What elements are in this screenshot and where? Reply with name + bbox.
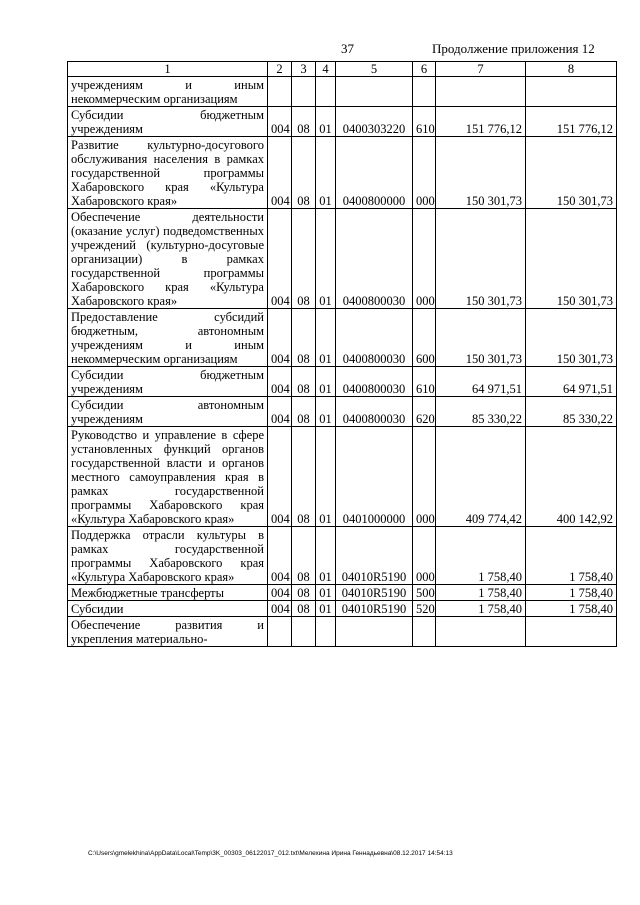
table-row bbox=[68, 397, 617, 427]
cell-amount-7: 1 758,40 bbox=[436, 585, 526, 601]
cell-amount-7: 151 776,12 bbox=[436, 107, 526, 137]
cell-amount-7 bbox=[436, 77, 526, 107]
cell-code-5: 0400800030 bbox=[336, 397, 413, 427]
continuation-label: Продолжение приложения 12 bbox=[432, 41, 595, 56]
cell-amount-8: 1 758,40 bbox=[526, 585, 617, 601]
table-row bbox=[68, 527, 617, 585]
cell-code-4: 01 bbox=[316, 107, 336, 137]
cell-code-6: 520 bbox=[413, 601, 436, 617]
cell-code-6: 000 bbox=[413, 137, 436, 209]
cell-amount-7: 85 330,22 bbox=[436, 397, 526, 427]
cell-code-5: 0400303220 bbox=[336, 107, 413, 137]
cell-code-3: 08 bbox=[292, 137, 316, 209]
cell-code-4: 01 bbox=[316, 397, 336, 427]
table-row bbox=[68, 309, 617, 367]
cell-code-3: 08 bbox=[292, 107, 316, 137]
cell-code-6: 620 bbox=[413, 397, 436, 427]
cell-code-5: 0401000000 bbox=[336, 427, 413, 527]
row-name: Субсидии bbox=[68, 601, 268, 617]
cell-code-3: 08 bbox=[292, 397, 316, 427]
cell-amount-8: 1 758,40 bbox=[526, 527, 617, 585]
cell-code-2: 004 bbox=[268, 427, 292, 527]
cell-code-2: 004 bbox=[268, 527, 292, 585]
cell-code-6: 610 bbox=[413, 367, 436, 397]
cell-code-6 bbox=[413, 617, 436, 647]
cell-code-5: 04010R5190 bbox=[336, 601, 413, 617]
column-header: 4 bbox=[316, 62, 336, 77]
budget-table bbox=[67, 61, 617, 647]
cell-code-2 bbox=[268, 77, 292, 107]
cell-amount-8: 151 776,12 bbox=[526, 107, 617, 137]
column-header: 3 bbox=[292, 62, 316, 77]
table-row bbox=[68, 107, 617, 137]
column-header: 5 bbox=[336, 62, 413, 77]
row-name: Обеспечение деятельности (оказание услуг) подведомственных учреждений (культурно-досуговые организации) в рамках государственной программы Хабаровского края «Культура Хабаровского края» bbox=[68, 209, 268, 309]
cell-code-2: 004 bbox=[268, 209, 292, 309]
cell-code-3: 08 bbox=[292, 527, 316, 585]
cell-code-6: 500 bbox=[413, 585, 436, 601]
cell-code-6: 600 bbox=[413, 309, 436, 367]
cell-code-6: 610 bbox=[413, 107, 436, 137]
cell-code-3: 08 bbox=[292, 427, 316, 527]
cell-code-2: 004 bbox=[268, 309, 292, 367]
cell-amount-7 bbox=[436, 617, 526, 647]
row-name: Субсидии автономным учреждениям bbox=[68, 397, 268, 427]
column-header: 8 bbox=[526, 62, 617, 77]
column-header: 2 bbox=[268, 62, 292, 77]
cell-code-3: 08 bbox=[292, 585, 316, 601]
table-row bbox=[68, 367, 617, 397]
cell-code-2 bbox=[268, 617, 292, 647]
row-name: Межбюджетные трансферты bbox=[68, 585, 268, 601]
cell-code-5: 04010R5190 bbox=[336, 585, 413, 601]
cell-amount-8: 150 301,73 bbox=[526, 309, 617, 367]
table-row bbox=[68, 617, 617, 647]
cell-code-4: 01 bbox=[316, 427, 336, 527]
file-path-footer: C:\Users\gmelekhina\AppData\Local\Temp\3K_00303_06122017_012.txt\Мелехина Ирина Геннадьевна\08.12.2017 14:54:13 bbox=[88, 850, 453, 857]
cell-code-4: 01 bbox=[316, 585, 336, 601]
cell-code-3 bbox=[292, 77, 316, 107]
table-row bbox=[68, 601, 617, 617]
cell-code-4: 01 bbox=[316, 209, 336, 309]
cell-amount-8 bbox=[526, 617, 617, 647]
cell-amount-7: 1 758,40 bbox=[436, 527, 526, 585]
cell-code-5: 0400800000 bbox=[336, 137, 413, 209]
cell-code-4: 01 bbox=[316, 367, 336, 397]
cell-code-4: 01 bbox=[316, 137, 336, 209]
row-name: учреждениям и иным некоммерческим организациям bbox=[68, 77, 268, 107]
table-row bbox=[68, 209, 617, 309]
cell-amount-7: 150 301,73 bbox=[436, 209, 526, 309]
row-name: Предоставление субсидий бюджетным, автономным учреждениям и иным некоммерческим организациям bbox=[68, 309, 268, 367]
column-header: 7 bbox=[436, 62, 526, 77]
cell-amount-8: 150 301,73 bbox=[526, 137, 617, 209]
cell-code-5: 0400800030 bbox=[336, 309, 413, 367]
table-row bbox=[68, 137, 617, 209]
cell-code-5: 0400800030 bbox=[336, 367, 413, 397]
row-name: Обеспечение развития и укрепления материально- bbox=[68, 617, 268, 647]
cell-code-4: 01 bbox=[316, 527, 336, 585]
cell-code-6: 000 bbox=[413, 209, 436, 309]
table-header-row bbox=[68, 62, 617, 77]
cell-code-2: 004 bbox=[268, 137, 292, 209]
cell-amount-7: 1 758,40 bbox=[436, 601, 526, 617]
cell-code-2: 004 bbox=[268, 367, 292, 397]
row-name: Субсидии бюджетным учреждениям bbox=[68, 107, 268, 137]
cell-code-5 bbox=[336, 617, 413, 647]
cell-code-2: 004 bbox=[268, 585, 292, 601]
cell-amount-8: 85 330,22 bbox=[526, 397, 617, 427]
cell-code-4 bbox=[316, 617, 336, 647]
cell-amount-7: 409 774,42 bbox=[436, 427, 526, 527]
cell-code-2: 004 bbox=[268, 601, 292, 617]
cell-amount-8: 400 142,92 bbox=[526, 427, 617, 527]
cell-amount-7: 64 971,51 bbox=[436, 367, 526, 397]
row-name: Развитие культурно-досугового обслуживания населения в рамках государственной программы Хабаровского края «Культура Хабаровского края» bbox=[68, 137, 268, 209]
cell-amount-8 bbox=[526, 77, 617, 107]
column-header: 6 bbox=[413, 62, 436, 77]
table-row bbox=[68, 585, 617, 601]
cell-code-3: 08 bbox=[292, 367, 316, 397]
cell-code-3: 08 bbox=[292, 601, 316, 617]
cell-code-4 bbox=[316, 77, 336, 107]
cell-code-4: 01 bbox=[316, 601, 336, 617]
cell-code-3 bbox=[292, 617, 316, 647]
cell-code-6: 000 bbox=[413, 427, 436, 527]
cell-amount-7: 150 301,73 bbox=[436, 309, 526, 367]
table-row bbox=[68, 77, 617, 107]
cell-code-3: 08 bbox=[292, 309, 316, 367]
cell-code-6: 000 bbox=[413, 527, 436, 585]
cell-code-4: 01 bbox=[316, 309, 336, 367]
row-name: Руководство и управление в сфере установленных функций органов государственной власти и органов местного самоуправления края в рамках государственной программы Хабаровского края «Культура Хабаровского края» bbox=[68, 427, 268, 527]
row-name: Субсидии бюджетным учреждениям bbox=[68, 367, 268, 397]
cell-code-2: 004 bbox=[268, 107, 292, 137]
table-row bbox=[68, 427, 617, 527]
cell-amount-8: 150 301,73 bbox=[526, 209, 617, 309]
cell-code-6 bbox=[413, 77, 436, 107]
cell-amount-8: 64 971,51 bbox=[526, 367, 617, 397]
cell-amount-8: 1 758,40 bbox=[526, 601, 617, 617]
cell-code-2: 004 bbox=[268, 397, 292, 427]
cell-code-3: 08 bbox=[292, 209, 316, 309]
cell-amount-7: 150 301,73 bbox=[436, 137, 526, 209]
cell-code-5: 04010R5190 bbox=[336, 527, 413, 585]
page-number: 37 bbox=[341, 41, 354, 56]
cell-code-5 bbox=[336, 77, 413, 107]
column-header: 1 bbox=[68, 62, 268, 77]
cell-code-5: 0400800030 bbox=[336, 209, 413, 309]
row-name: Поддержка отрасли культуры в рамках государственной программы Хабаровского края «Культура Хабаровского края» bbox=[68, 527, 268, 585]
